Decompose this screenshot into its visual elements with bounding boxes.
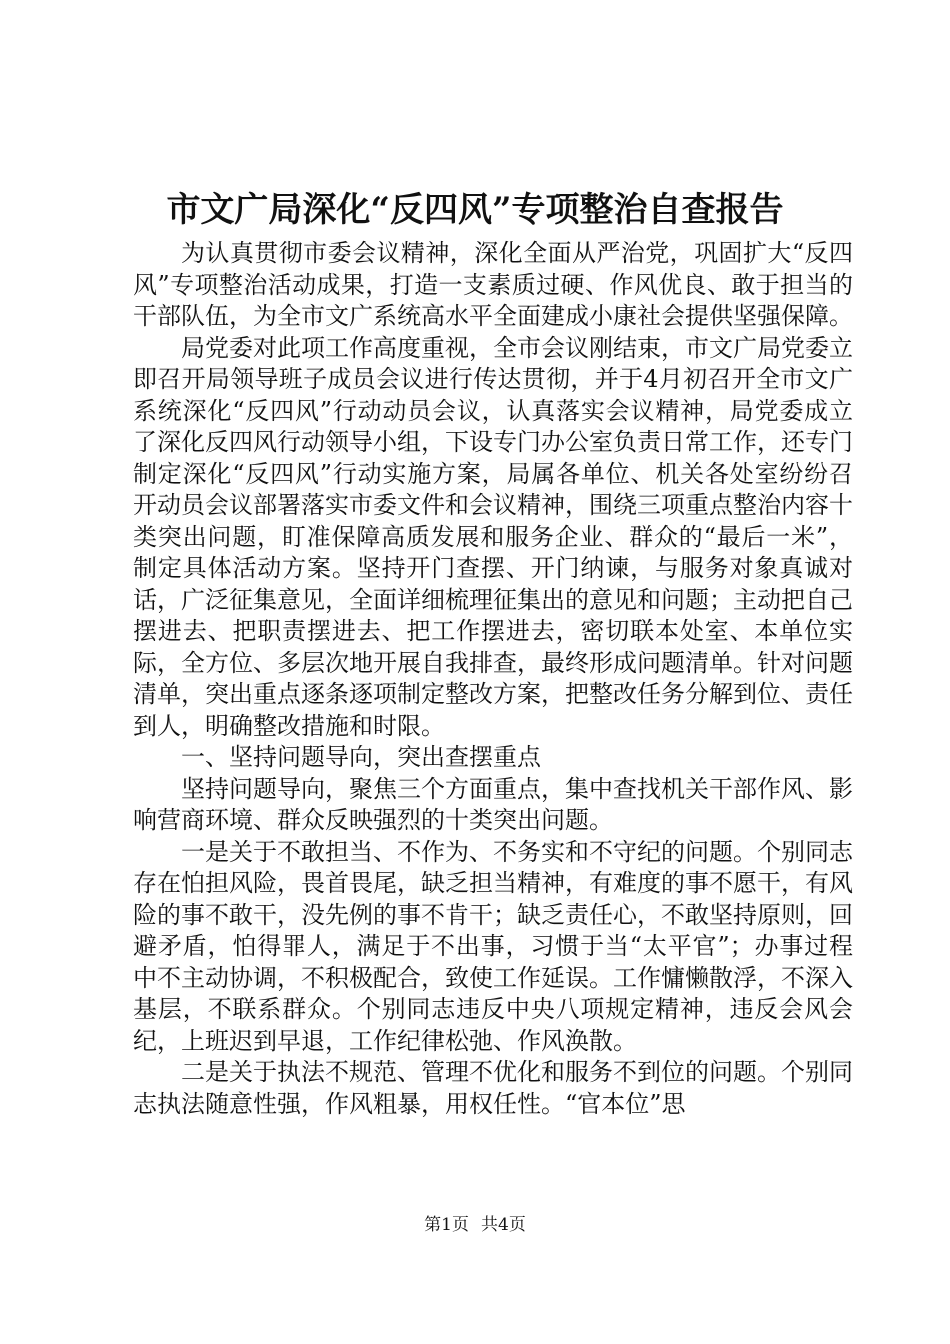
document-title: 市文广局深化“反四风”专项整治自查报告: [166, 190, 784, 230]
paragraph: 一是关于不敢担当、不作为、不务实和不守纪的问题。个别同志存在怕担风险，畏首畏尾，缺乏担当精神，有难度的事不愿干，有风险的事不敢干，没先例的事不肯干；缺乏责任心，不敢坚持原则，回避矛盾，怕得罪人，满足于不出事，习惯于当“太平官”；办事过程中不主动协调，不积极配合，致使工作延误。工作慵懒散浮，不深入基层，不联系群众。个别同志违反中央八项规定精神，违反会风会纪，上班迟到早退，工作纪律松弛、作风涣散。: [133, 837, 853, 1055]
document-body: [133, 238, 853, 1120]
page-total: 共4页: [481, 1215, 526, 1235]
page-footer: [0, 1213, 950, 1237]
page-number: 第1页: [424, 1215, 469, 1235]
paragraph: 局党委对此项工作高度重视，全市会议刚结束，市文广局党委立即召开局领导班子成员会议进行传达贯彻，并于4月初召开全市文广系统深化“反四风”行动动员会议，认真落实会议精神，局党委成立了深化反四风行动领导小组，下设专门办公室负责日常工作，还专门制定深化“反四风”行动实施方案，局属各单位、机关各处室纷纷召开动员会议部署落实市委文件和会议精神，围绕三项重点整治内容十类突出问题，盯准保障高质发展和服务企业、群众的“最后一米”，制定具体活动方案。坚持开门查摆、开门纳谏，与服务对象真诚对话，广泛征集意见，全面详细梳理征集出的意见和问题；主动把自己摆进去、把职责摆进去、把工作摆进去，密切联本处室、本单位实际，全方位、多层次地开展自我排查，最终形成问题清单。针对问题清单，突出重点逐条逐项制定整改方案，把整改任务分解到位、责任到人，明确整改措施和时限。: [133, 333, 853, 740]
paragraph: 二是关于执法不规范、管理不优化和服务不到位的问题。个别同志执法随意性强，作风粗暴，用权任性。“官本位”思: [133, 1058, 853, 1118]
section-heading: 一、坚持问题导向，突出查摆重点: [181, 743, 541, 771]
paragraph: 为认真贯彻市委会议精神，深化全面从严治党，巩固扩大“反四风”专项整治活动成果，打造一支素质过硬、作风优良、敢于担当的干部队伍，为全市文广系统高水平全面建成小康社会提供坚强保障。: [133, 239, 853, 330]
paragraph: 坚持问题导向，聚焦三个方面重点，集中查找机关干部作风、影响营商环境、群众反映强烈的十类突出问题。: [133, 774, 853, 834]
